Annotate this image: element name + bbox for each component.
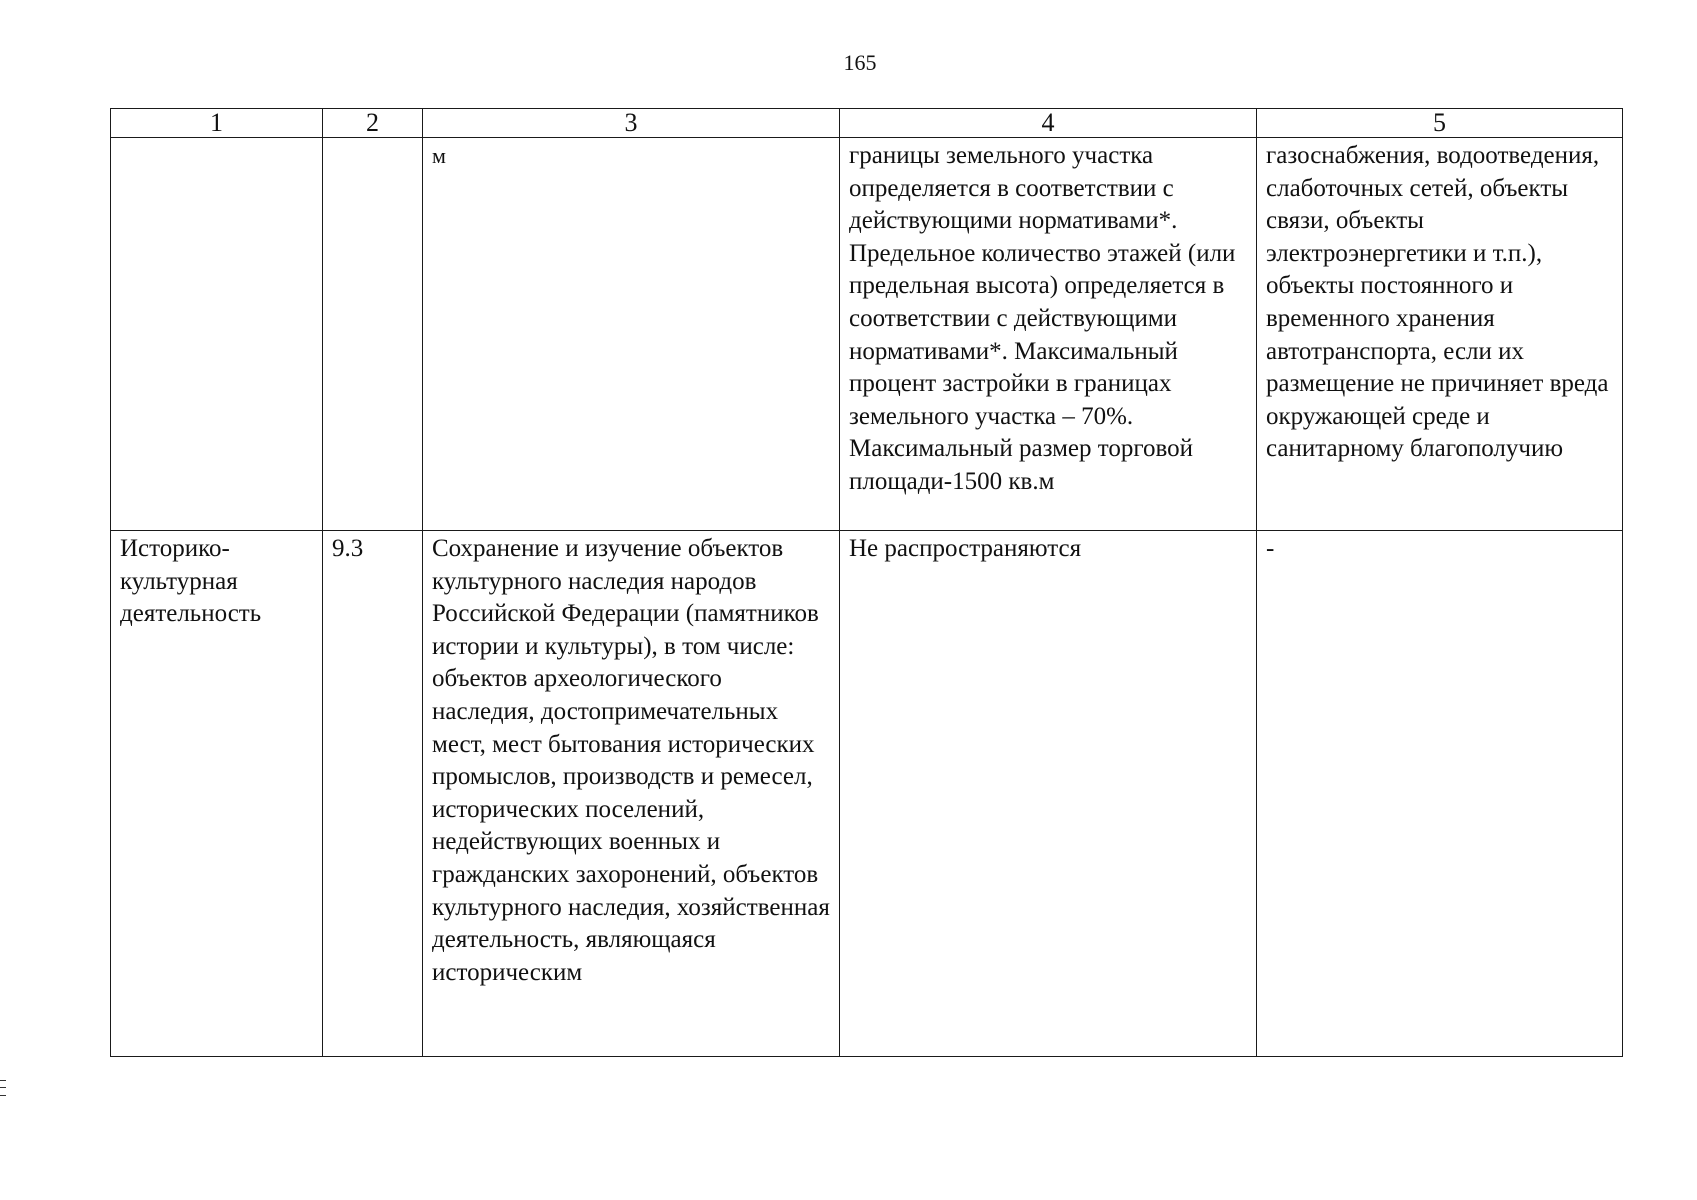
header-cell-5: 5 bbox=[1257, 109, 1623, 138]
cell-code: 9.3 bbox=[323, 531, 423, 1057]
cell-description: Сохранение и изучение объектов культурного наследия народов Российской Федерации (памятников истории и культуры), в том числе: объектов археологического наследия, достопримечательных мест, мест бытования исторических промыслов, производств и ремесел, исторических поселений, недействующих военных и гражданских захоронений, объектов культурного наследия, хозяйственная деятельность, являющаяся историческим bbox=[423, 531, 840, 1057]
table-row-historical-cultural bbox=[111, 531, 1623, 1057]
cell-use-type: Историко-культурная деятельность bbox=[111, 531, 323, 1057]
cell-parameters: границы земельного участка определяется в соответствии с действующими нормативами*. Предельное количество этажей (или предельная высота) определяется в соответствии с действующими нормативами*. Максимальный процент застройки в границах земельного участка – 70%. Максимальный размер торговой площади-1500 кв.м bbox=[840, 138, 1257, 531]
cell-code bbox=[323, 138, 423, 531]
page-number: 165 bbox=[843, 50, 877, 75]
header-cell-4: 4 bbox=[840, 109, 1257, 138]
header-cell-1: 1 bbox=[111, 109, 323, 138]
cell-auxiliary-uses: газоснабжения, водоотведения, слаботочных сетей, объекты связи, объекты электроэнергетики и т.п.), объекты постоянного и временного хранения автотранспорта, если их размещение не причиняет вреда окружающей среде и санитарному благополучию bbox=[1257, 138, 1623, 531]
cell-description: м bbox=[423, 138, 840, 531]
table-row-continuation bbox=[111, 138, 1623, 531]
land-use-table bbox=[110, 108, 1623, 1057]
cell-parameters: Не распространяются bbox=[840, 531, 1257, 1057]
cell-use-type bbox=[111, 138, 323, 531]
table-header-row bbox=[111, 109, 1623, 138]
header-cell-3: 3 bbox=[423, 109, 840, 138]
cell-auxiliary-uses: - bbox=[1257, 531, 1623, 1057]
edge-mark bbox=[0, 1080, 6, 1096]
header-cell-2: 2 bbox=[323, 109, 423, 138]
